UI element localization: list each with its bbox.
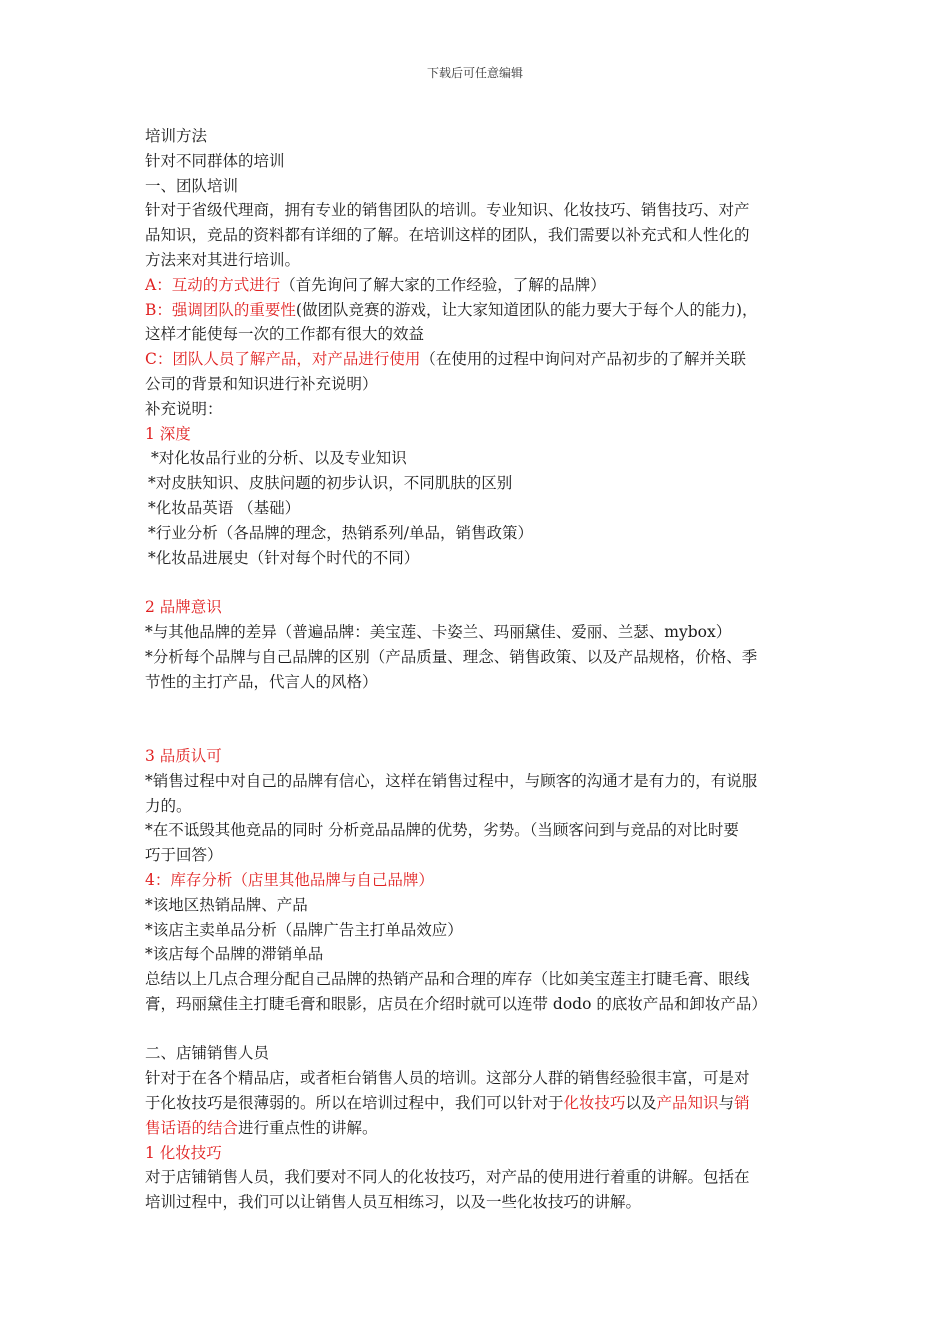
document-title: 培训方法	[145, 127, 208, 145]
section2-paragraph-line: 针对于在各个精品店，或者柜台销售人员的培训。这部分人群的销售经验很丰富，可是对	[145, 1069, 750, 1088]
point-b-label: B：强调团队的重要性	[145, 300, 296, 319]
text-run: 与	[718, 1094, 735, 1113]
spacer	[145, 570, 810, 595]
point-c-label: C：团队人员了解产品，对产品进行使用	[145, 350, 421, 369]
stock-item: *该店每个品牌的滞销单品	[145, 945, 324, 964]
brand-heading: 2 品牌意识	[145, 598, 222, 617]
section2-heading: 二、店铺销售人员	[145, 1044, 270, 1063]
depth-item: *对皮肤知识、皮肤问题的初步认识，不同肌肤的区别	[148, 474, 513, 493]
stock-item: *该店主卖单品分析（品牌广告主打单品效应）	[145, 920, 463, 939]
depth-item: *对化妆品行业的分析、以及专业知识	[151, 449, 407, 468]
quality-line: *销售过程中对自己的品牌有信心，这样在销售过程中，与顾客的沟通才是有力的，有说服	[145, 771, 758, 790]
quality-line: 力的。	[145, 796, 192, 815]
page-header: 下载后可任意编辑	[426, 66, 523, 80]
point-a-text: （首先询问了解大家的工作经验，了解的品牌）	[280, 275, 606, 294]
summary-line: 膏，玛丽黛佳主打睫毛膏和眼影，店员在介绍时就可以连带 dodo 的底妆产品和卸妆产品）	[145, 994, 767, 1013]
depth-item: *行业分析（各品牌的理念，热销系列/单品，销售政策）	[148, 523, 533, 542]
brand-line: *分析每个品牌与自己品牌的区别（产品质量、理念、销售政策、以及产品规格，价格、季	[145, 647, 758, 666]
stock-heading: 4：库存分析（店里其他品牌与自己品牌）	[145, 870, 434, 889]
depth-item: *化妆品进展史（针对每个时代的不同）	[148, 548, 420, 567]
section2-paragraph-line	[145, 1116, 810, 1141]
supplement-label: 补充说明：	[145, 399, 223, 418]
highlight-sales-talk: 销	[734, 1094, 750, 1113]
makeup-line: 培训过程中，我们可以让销售人员互相练习，以及一些化妆技巧的讲解。	[145, 1193, 642, 1212]
text-run: 进行重点性的讲解。	[238, 1118, 378, 1137]
highlight-sales-talk-continued: 售话语的结合	[145, 1118, 239, 1137]
quality-line: 巧于回答）	[145, 846, 223, 865]
section1-paragraph-line: 针对于省级代理商，拥有专业的销售团队的培训。专业知识、化妆技巧、销售技巧、对产	[145, 201, 750, 220]
point-b-continued: 这样才能使每一次的工作都有很大的效益	[145, 325, 425, 344]
spacer	[145, 1017, 810, 1042]
quality-heading: 3 品质认可	[145, 746, 222, 765]
point-b	[145, 298, 810, 323]
section2-paragraph-line	[145, 1091, 810, 1116]
section1-heading: 一、团队培训	[145, 176, 239, 195]
makeup-line: 对于店铺销售人员，我们要对不同人的化妆技巧，对产品的使用进行着重的讲解。包括在	[145, 1168, 750, 1187]
depth-heading: 1 深度	[145, 424, 191, 443]
highlight-makeup-skills: 化妆技巧	[563, 1094, 626, 1113]
section1-paragraph-line: 方法来对其进行培训。	[145, 250, 301, 269]
point-c-continued: 公司的背景和知识进行补充说明）	[145, 374, 378, 393]
point-c-text: （在使用的过程中询问对产品初步的了解并关联	[420, 350, 746, 369]
quality-line: *在不诋毁其他竞品的同时 分析竞品品牌的优势，劣势。（当顾客问到与竞品的对比时要	[145, 821, 739, 840]
depth-item: *化妆品英语 （基础）	[148, 498, 301, 517]
makeup-heading: 1 化妆技巧	[145, 1143, 222, 1162]
document-subtitle: 针对不同群体的培训	[145, 151, 285, 170]
point-c	[145, 347, 810, 372]
point-a	[145, 273, 810, 298]
highlight-product-knowledge: 产品知识	[656, 1094, 719, 1113]
section1-paragraph-line: 品知识，竞品的资料都有详细的了解。在培训这样的团队，我们需要以补充式和人性化的	[145, 226, 750, 245]
point-b-text: (做团队竞赛的游戏，让大家知道团队的能力要大于每个人的能力)，	[295, 300, 758, 319]
point-a-label: A：互动的方式进行	[145, 275, 281, 294]
stock-item: *该地区热销品牌、产品	[145, 895, 308, 914]
spacer	[145, 694, 810, 744]
document-body	[145, 124, 810, 1215]
brand-line: 节性的主打产品，代言人的风格）	[145, 672, 378, 691]
text-run: 于化妆技巧是很薄弱的。所以在培训过程中，我们可以针对于	[145, 1094, 564, 1113]
brand-line: *与其他品牌的差异（普遍品牌：美宝莲、卡姿兰、玛丽黛佳、爱丽、兰瑟、mybox）	[145, 622, 732, 641]
summary-line: 总结以上几点合理分配自己品牌的热销产品和合理的库存（比如美宝莲主打睫毛膏、眼线	[145, 970, 750, 989]
text-run: 以及	[625, 1094, 657, 1113]
